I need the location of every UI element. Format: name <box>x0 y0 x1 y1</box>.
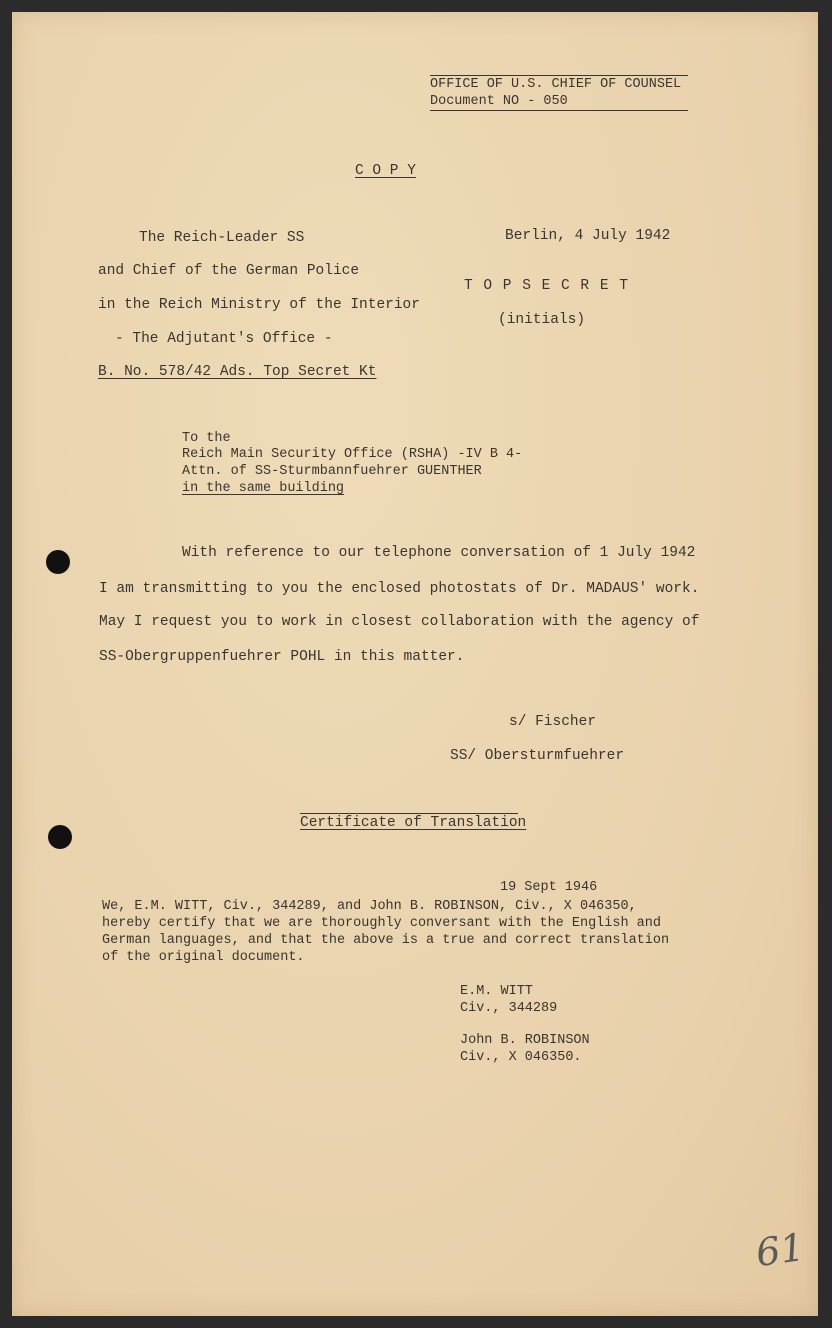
signer-2-id: Civ., X 046350. <box>460 1050 582 1065</box>
certificate-top-rule <box>300 813 518 814</box>
page-number-handwritten: 61 <box>753 1224 808 1276</box>
body-line-2: I am transmitting to you the enclosed photostats of Dr. MADAUS' work. <box>99 581 700 597</box>
sender-line-4: - The Adjutant's Office - <box>115 331 333 347</box>
signature-line-2: SS/ Obersturmfuehrer <box>450 748 625 764</box>
body-line-4: SS-Obergruppenfuehrer POHL in this matter. <box>99 649 465 665</box>
punch-hole-upper <box>46 550 70 574</box>
punch-hole-lower <box>48 825 72 849</box>
signer-2-name: John B. ROBINSON <box>460 1033 590 1048</box>
body-line-1: With reference to our telephone conversation of 1 July 1942 <box>182 545 696 561</box>
recipient-line-4: in the same building <box>182 481 345 496</box>
certificate-title: Certificate of Translation <box>300 815 527 831</box>
recipient-line-2: Reich Main Security Office (RSHA) -IV B 4- <box>182 447 523 462</box>
signer-1-name: E.M. WITT <box>460 984 533 999</box>
recipient-line-3: Attn. of SS-Sturmbannfuehrer GUENTHER <box>182 464 482 479</box>
certificate-text-4: of the original document. <box>102 950 305 965</box>
copy-label: C O P Y <box>355 163 416 179</box>
header-office: OFFICE OF U.S. CHIEF OF COUNSEL <box>430 77 682 92</box>
certificate-text-1: We, E.M. WITT, Civ., 344289, and John B. ROBINSON, Civ., X 046350, <box>102 899 637 914</box>
signature-line-1: s/ Fischer <box>509 714 597 730</box>
document-page <box>12 12 818 1316</box>
date-line: Berlin, 4 July 1942 <box>505 228 671 244</box>
header-document-no: Document NO - 050 <box>430 94 568 109</box>
sender-line-1: The Reich-Leader SS <box>139 230 305 246</box>
certificate-text-3: German languages, and that the above is a true and correct translation <box>102 933 670 948</box>
sender-reference: B. No. 578/42 Ads. Top Secret Kt <box>98 364 377 380</box>
sender-line-3: in the Reich Ministry of the Interior <box>98 297 420 313</box>
certificate-text-2: hereby certify that we are thoroughly conversant with the English and <box>102 916 661 931</box>
certificate-date: 19 Sept 1946 <box>500 880 598 895</box>
initials: (initials) <box>498 312 586 328</box>
header-top-rule <box>430 75 688 76</box>
header-bottom-rule <box>430 110 688 111</box>
classification: T O P S E C R E T <box>464 278 629 294</box>
recipient-line-1: To the <box>182 431 231 446</box>
sender-line-2: and Chief of the German Police <box>98 263 360 279</box>
signer-1-id: Civ., 344289 <box>460 1001 558 1016</box>
body-line-3: May I request you to work in closest collaboration with the agency of <box>99 614 700 630</box>
